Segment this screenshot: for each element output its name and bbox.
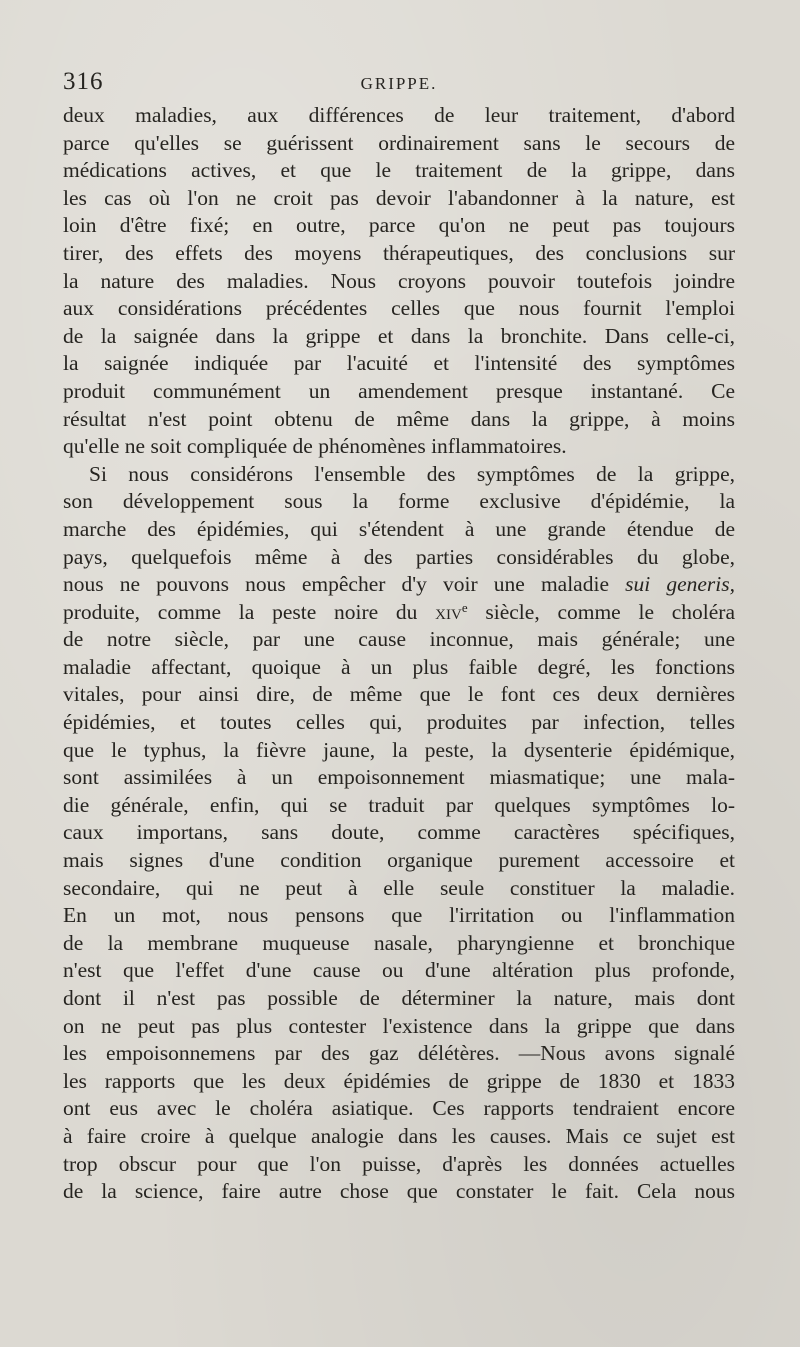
text-line: n'est que l'effet d'une cause ou d'une altération plus profonde, bbox=[63, 958, 735, 983]
text-line: on ne peut pas plus contester l'existence dans la grippe que dans bbox=[63, 1013, 735, 1038]
text-line: de la membrane muqueuse nasale, pharyngienne et bronchique bbox=[63, 930, 735, 955]
text-line: tirer, des effets des moyens thérapeutiques, des conclusions sur bbox=[63, 240, 735, 265]
text-run: siècle, comme le choléra bbox=[485, 599, 735, 624]
century-numeral: xiv bbox=[435, 599, 462, 624]
running-head bbox=[63, 68, 735, 104]
text-run: nous ne pouvons nous empêcher d'y voir une maladie bbox=[63, 572, 609, 597]
running-title: GRIPPE. bbox=[360, 74, 438, 93]
text-line: marche des épidémies, qui s'étendent à une grande étendue de bbox=[63, 516, 735, 541]
text-line: à faire croire à quelque analogie dans les causes. Mais ce sujet est bbox=[63, 1123, 735, 1148]
text-line: épidémies, et toutes celles qui, produites par infection, telles bbox=[63, 710, 735, 735]
text-line: trop obscur pour que l'on puisse, d'après les données actuelles bbox=[63, 1151, 735, 1176]
page-number: 316 bbox=[63, 68, 104, 95]
paragraph-last-line: qu'elle ne soit compliquée de phénomènes inflammatoires. bbox=[63, 434, 567, 459]
text-line: vitales, pour ainsi dire, de même que le font ces deux dernières bbox=[63, 682, 735, 707]
text-line bbox=[63, 599, 735, 627]
text-line: ont eus avec le choléra asiatique. Ces rapports tendraient encore bbox=[63, 1096, 735, 1121]
text-line: de la saignée dans la grippe et dans la bronchite. Dans celle-ci, bbox=[63, 323, 735, 348]
text-line: parce qu'elles se guérissent ordinairement sans le secours de bbox=[63, 130, 735, 155]
text-line: die générale, enfin, qui se traduit par quelques symptômes lo- bbox=[63, 792, 735, 817]
text-line: médications actives, et que le traitement de la grippe, dans bbox=[63, 158, 735, 183]
italic-phrase: sui generis, bbox=[625, 572, 735, 597]
text-line: les empoisonnemens par des gaz délétères. —Nous avons signalé bbox=[63, 1041, 735, 1066]
text-line: deux maladies, aux différences de leur traitement, d'abord bbox=[63, 103, 735, 127]
text-line: maladie affectant, quoique à un plus faible degré, les fonctions bbox=[63, 654, 735, 679]
body-text bbox=[63, 102, 735, 1206]
text-line: résultat n'est point obtenu de même dans la grippe, à moins bbox=[63, 406, 735, 431]
text-line: En un mot, nous pensons que l'irritation ou l'inflammation bbox=[63, 903, 735, 928]
text-line: de notre siècle, par une cause inconnue, mais générale; une bbox=[63, 627, 735, 652]
text-line: mais signes d'une condition organique purement accessoire et bbox=[63, 848, 735, 873]
text-line: que le typhus, la fièvre jaune, la peste, la dysenterie épidémique, bbox=[63, 737, 735, 762]
text-line: aux considérations précédentes celles que nous fournit l'emploi bbox=[63, 296, 735, 321]
text-line: caux importans, sans doute, comme caractères spécifiques, bbox=[63, 820, 735, 845]
text-line: les rapports que les deux épidémies de grippe de 1830 et 1833 bbox=[63, 1068, 735, 1093]
superscript: e bbox=[461, 599, 468, 615]
text-line: loin d'être fixé; en outre, parce qu'on ne peut pas toujours bbox=[63, 213, 735, 238]
text-line: secondaire, qui ne peut à elle seule constituer la maladie. bbox=[63, 875, 735, 900]
text-line: dont il n'est pas possible de déterminer la nature, mais dont bbox=[63, 986, 735, 1010]
text-line: de la science, faire autre chose que constater le fait. Cela nous bbox=[63, 1179, 735, 1204]
text-line bbox=[63, 571, 735, 599]
paragraph-first-line: Si nous considérons l'ensemble des symptômes de la grippe, bbox=[89, 461, 735, 486]
text-run: produite, comme la peste noire du bbox=[63, 599, 418, 624]
text-line: son développement sous la forme exclusive d'épidémie, la bbox=[63, 489, 735, 514]
text-line: la nature des maladies. Nous croyons pouvoir toutefois joindre bbox=[63, 268, 735, 293]
text-line: les cas où l'on ne croit pas devoir l'abandonner à la nature, est bbox=[63, 185, 735, 210]
text-line: produit communément un amendement presque instantané. Ce bbox=[63, 378, 735, 403]
text-line: sont assimilées à un empoisonnement miasmatique; une mala- bbox=[63, 765, 735, 790]
text-line: la saignée indiquée par l'acuité et l'intensité des symptômes bbox=[63, 351, 735, 376]
text-line: pays, quelquefois même à des parties considérables du globe, bbox=[63, 544, 735, 569]
